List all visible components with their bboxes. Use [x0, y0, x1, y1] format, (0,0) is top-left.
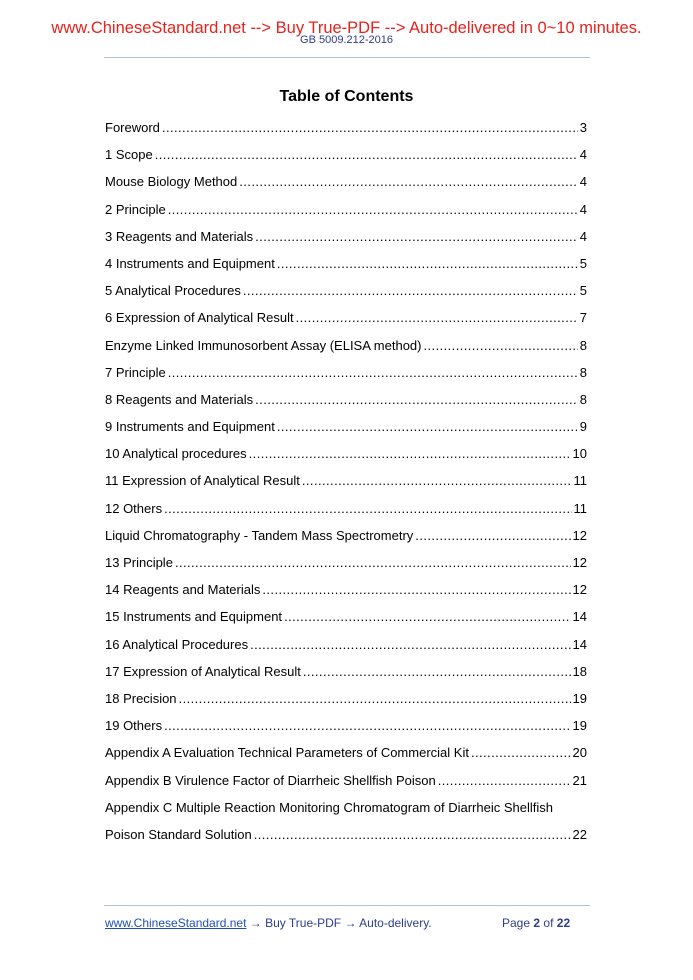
footer-buy-text: Buy True-PDF [265, 916, 342, 930]
toc-entry-page: 7 [579, 310, 587, 326]
toc-leader-dots [424, 336, 578, 356]
toc-entry-page: 10 [572, 446, 587, 462]
footer-site-link[interactable]: www.ChineseStandard.net [105, 916, 247, 930]
toc-entry-page: 5 [579, 255, 587, 271]
toc-entry-page: 19 [572, 718, 587, 734]
toc-leader-dots [296, 308, 578, 328]
toc-leader-dots [471, 743, 571, 763]
toc-entry-label: 4 Instruments and Equipment [105, 255, 275, 271]
toc-entry[interactable] [105, 417, 587, 444]
toc-entry-label: Mouse Biology Method [105, 174, 238, 190]
toc-entry-label: 5 Analytical Procedures [105, 283, 241, 299]
toc-entry-page: 4 [579, 147, 587, 163]
toc-entry-page: 5 [579, 283, 587, 299]
toc-entry-label: 18 Precision [105, 690, 177, 706]
toc-leader-dots [164, 499, 571, 519]
toc-leader-dots [254, 825, 571, 845]
toc-entry[interactable] [105, 118, 587, 145]
toc-entry[interactable] [105, 444, 587, 471]
toc-entry[interactable] [105, 471, 587, 498]
toc-entry-label: 1 Scope [105, 147, 153, 163]
toc-leader-dots [302, 471, 572, 491]
toc-entry-label: 12 Others [105, 500, 163, 516]
toc-entry-label: 2 Principle [105, 201, 166, 217]
toc-entry[interactable] [105, 363, 587, 390]
toc-entry[interactable] [105, 580, 587, 607]
toc-entry-page: 20 [572, 745, 587, 761]
toc-entry[interactable] [105, 390, 587, 417]
toc-entry-page: 14 [572, 609, 587, 625]
toc-entry-appendix-c-line1[interactable] [105, 798, 587, 825]
toc-entry-page: 4 [579, 201, 587, 217]
toc-entry-page: 12 [572, 555, 587, 570]
toc-entry-label: 7 Principle [105, 364, 166, 380]
toc-entry-page: 9 [579, 419, 587, 435]
toc-leader-dots [162, 118, 578, 138]
toc-leader-dots [155, 145, 578, 165]
toc-entry-label: 15 Instruments and Equipment [105, 609, 283, 625]
arrow-icon: → [249, 916, 262, 930]
toc-entry[interactable] [105, 553, 587, 580]
toc-entry-label: 10 Analytical procedures [105, 446, 247, 462]
toc-entry-label: 17 Expression of Analytical Result [105, 663, 301, 679]
toc-leader-dots [249, 444, 571, 464]
toc-entry[interactable] [105, 526, 587, 553]
toc-leader-dots [415, 526, 570, 546]
toc-leader-dots [438, 771, 571, 791]
toc-entry[interactable] [105, 499, 587, 526]
page-current: 2 [533, 916, 541, 930]
footer-divider [104, 905, 590, 906]
promo-banner[interactable]: www.ChineseStandard.net --> Buy True-PDF --> Auto-delivered in 0~10 minutes. [51, 19, 642, 37]
toc-entry-page: 8 [579, 364, 587, 380]
toc-leader-dots [255, 227, 578, 247]
toc-entry[interactable] [105, 200, 587, 227]
toc-entry-page: 8 [579, 391, 587, 407]
toc-leader-dots [303, 662, 571, 682]
toc-entry[interactable] [105, 336, 587, 363]
toc-entry-appendix-c-line2[interactable] [105, 825, 587, 852]
toc-entry[interactable] [105, 227, 587, 254]
of-word: of [543, 916, 554, 930]
toc-entry[interactable] [105, 689, 587, 716]
toc-entry-label: 9 Instruments and Equipment [105, 419, 275, 435]
toc-entry[interactable] [105, 607, 587, 634]
toc-entry-page: 12 [572, 527, 587, 543]
toc-leader-dots [175, 553, 571, 573]
toc-entry[interactable] [105, 281, 587, 308]
footer-links [105, 915, 432, 931]
toc-leader-dots [262, 580, 570, 600]
toc-leader-dots [250, 635, 570, 655]
page-title: Table of Contents [279, 88, 414, 105]
toc-entry[interactable] [105, 145, 587, 172]
toc-entry-page: 12 [572, 582, 587, 598]
standard-number: GB 5009.212-2016 [300, 34, 393, 46]
toc-entry-page: 11 [573, 500, 587, 516]
toc-leader-dots [277, 254, 578, 274]
footer-delivery-text: Auto-delivery. [359, 916, 432, 930]
toc-entry[interactable] [105, 716, 587, 743]
toc-entry[interactable] [105, 635, 587, 662]
toc-entry-label: Poison Standard Solution [105, 826, 252, 842]
toc-leader-dots [168, 200, 578, 220]
page-total: 22 [556, 916, 571, 930]
toc-leader-dots [277, 417, 578, 437]
toc-entry-label: Appendix C Multiple Reaction Monitoring Chromatogram of Diarrheic Shellfish [105, 799, 553, 815]
page-word: Page [502, 916, 531, 930]
toc-entry-label: Liquid Chromatography - Tandem Mass Spectrometry [105, 527, 414, 543]
toc-entry-page: 4 [579, 174, 587, 190]
toc-leader-dots [179, 689, 571, 709]
toc-entry-page: 14 [572, 636, 587, 652]
toc-leader-dots [164, 716, 570, 736]
toc-entry-label: 19 Others [105, 718, 163, 734]
toc-entry-label: Enzyme Linked Immunosorbent Assay (ELISA method) [105, 337, 422, 353]
toc-entry-label: 14 Reagents and Materials [105, 582, 261, 598]
toc-leader-dots [255, 390, 578, 410]
toc-entry-label: 13 Principle [105, 555, 173, 570]
toc-entry-page: 11 [573, 473, 587, 489]
toc-entry-label: 8 Reagents and Materials [105, 391, 254, 407]
toc-entry[interactable] [105, 172, 587, 199]
toc-entry-label: Appendix A Evaluation Technical Parameters of Commercial Kit [105, 745, 469, 761]
toc-entry-label: 11 Expression of Analytical Result [105, 473, 300, 489]
toc-entry[interactable] [105, 743, 587, 770]
toc-entry[interactable] [105, 254, 587, 281]
toc-leader-dots [239, 172, 578, 192]
toc-entry-label: 6 Expression of Analytical Result [105, 310, 294, 326]
toc-leader-dots [168, 363, 578, 383]
toc-leader-dots [243, 281, 578, 301]
table-of-contents [105, 118, 587, 852]
toc-entry-page: 8 [579, 337, 587, 353]
page-indicator [502, 915, 570, 931]
arrow-icon: → [344, 916, 357, 930]
toc-entry-label: 16 Analytical Procedures [105, 636, 249, 652]
toc-entry-page: 18 [572, 663, 587, 679]
toc-leader-dots [284, 607, 570, 627]
toc-entry-page: 4 [579, 228, 587, 244]
toc-entry-label: Appendix B Virulence Factor of Diarrheic Shellfish Poison [105, 772, 436, 788]
toc-entry-label: Foreword [105, 120, 160, 135]
toc-entry-page: 21 [572, 772, 587, 788]
toc-entry[interactable] [105, 662, 587, 689]
toc-entry-page: 3 [579, 120, 587, 135]
header-divider [104, 57, 590, 58]
toc-entry[interactable] [105, 308, 587, 335]
toc-entry-page: 22 [572, 826, 587, 842]
toc-entry-page: 19 [572, 690, 587, 706]
toc-entry[interactable] [105, 771, 587, 798]
toc-entry-label: 3 Reagents and Materials [105, 228, 254, 244]
